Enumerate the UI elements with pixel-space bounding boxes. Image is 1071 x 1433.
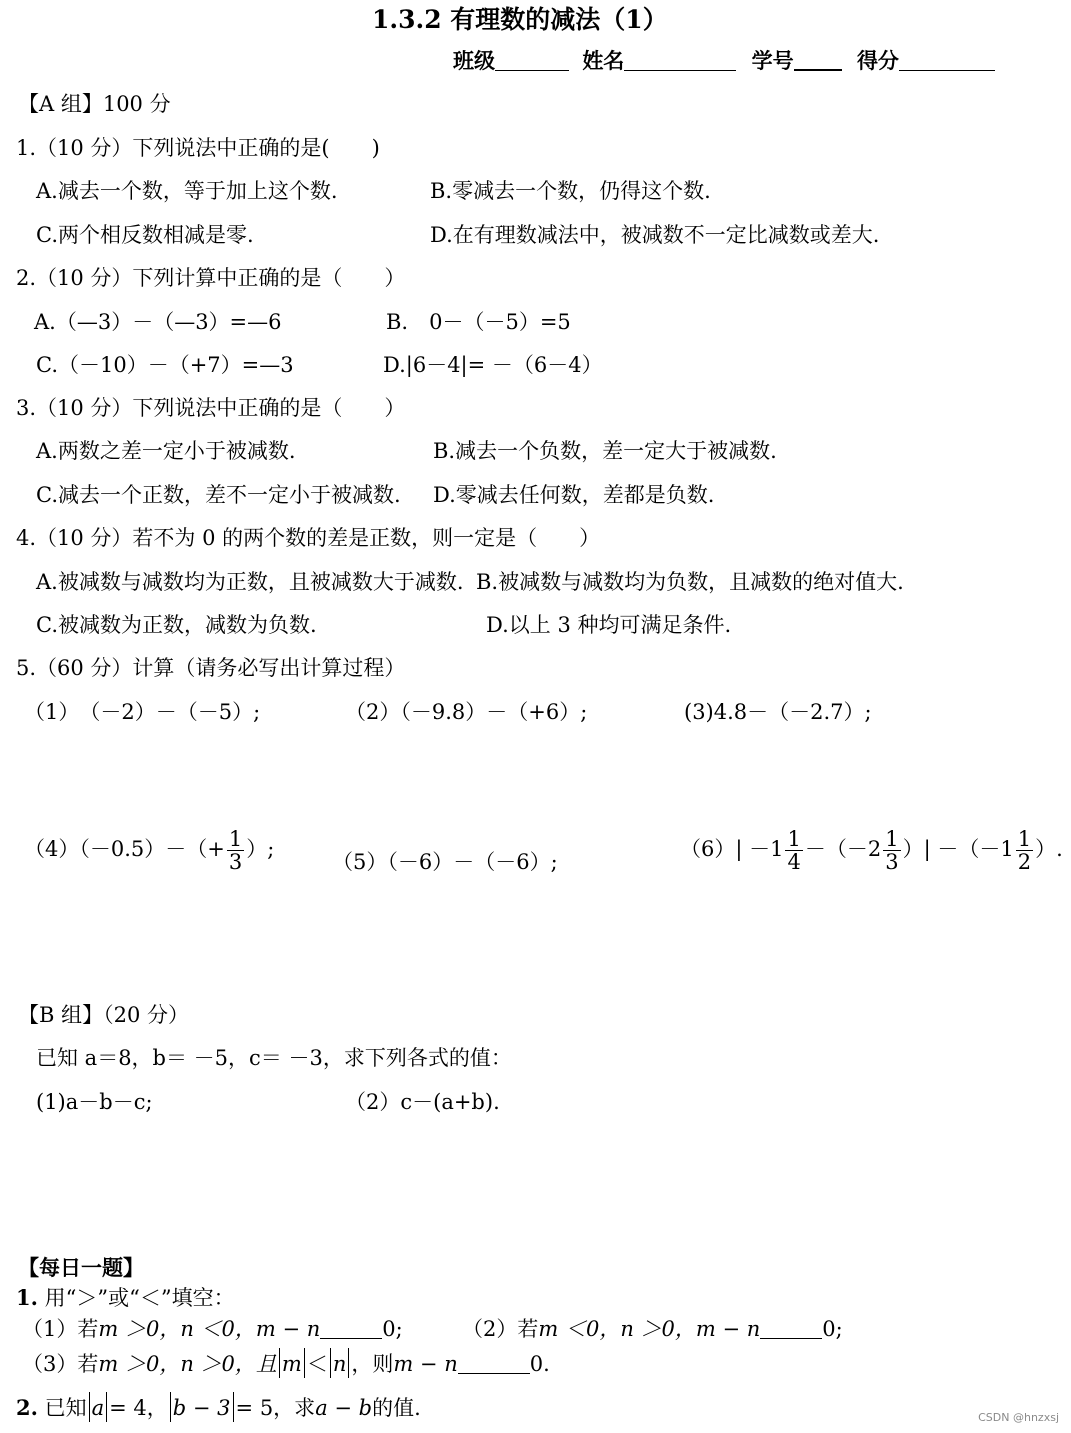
fraction: $\frac{1}{3}$ — [228, 827, 243, 875]
answer-blank[interactable] — [760, 1318, 822, 1339]
q2-option-b: B. 0－（－5）=5 — [386, 310, 571, 334]
score-label: 得分 — [856, 48, 899, 73]
q2-stem: 2.（10 分）下列计算中正确的是（ ） — [16, 266, 406, 290]
q5-part-1: （1） （－2）－（－5）; — [24, 700, 261, 724]
answer-blank[interactable] — [458, 1353, 530, 1374]
q4-option-d: D.以上 3 种均可满足条件. — [486, 613, 732, 637]
score-blank[interactable] — [899, 50, 995, 71]
group-b-given: 已知 a＝8，b＝ －5，c＝ －3，求下列各式的值： — [36, 1046, 512, 1070]
id-blank[interactable] — [794, 49, 842, 71]
q1-option-c: C.两个相反数相减是零. — [36, 223, 254, 247]
q4-option-b: B.被减数与减数均为负数，且减数的绝对值大. — [476, 570, 904, 594]
q1-option-a: A.减去一个数，等于加上这个数. — [36, 179, 338, 203]
id-label: 学号 — [751, 48, 794, 73]
group-b-heading: 【B 组】（20 分） — [18, 1003, 190, 1027]
q1-option-b: B.零减去一个数，仍得这个数. — [430, 179, 711, 203]
q5-part-3: (3)4.8－（－2.7）; — [684, 700, 872, 724]
name-label: 姓名 — [582, 48, 625, 73]
q5-part-5: （5）（－6）－（－6）; — [332, 850, 558, 874]
class-label: 班级 — [453, 48, 495, 73]
q3-option-d: D.零减去任何数，差都是负数. — [433, 483, 715, 507]
fraction: $\frac{1}{2}$ — [1017, 827, 1032, 875]
daily-heading: 【每日一题】 — [18, 1255, 144, 1280]
group-b-part-1: (1)a－b－c; — [36, 1090, 153, 1114]
q4-stem: 4.（10 分）若不为 0 的两个数的差是正数，则一定是（ ） — [16, 526, 601, 550]
q3-option-b: B.减去一个负数，差一定大于被减数. — [433, 439, 777, 463]
daily-q1-stem: 1. 用“＞”或“＜”填空： — [16, 1285, 235, 1310]
watermark: CSDN @hnzxsj — [978, 1411, 1059, 1424]
fraction: $\frac{1}{3}$ — [885, 827, 899, 875]
answer-blank[interactable] — [320, 1318, 382, 1339]
daily-q1-part-1: （1）若m ＞0，n ＜0，m − n 0; — [22, 1317, 403, 1341]
q5-part-4: （4）（－0.5）－（+ $\frac{1}{3}$ ）; — [24, 827, 275, 875]
q1-option-d: D.在有理数减法中，被减数不一定比减数或差大. — [430, 223, 880, 247]
q5-part-6: （6）| －1 $\frac{1}{4}$ －（－2 $\frac{1}{3}$ ）| －（－1 $\frac{1}{2}$ ）. — [680, 827, 1063, 875]
q4-option-a: A.被减数与减数均为正数，且被减数大于减数. — [36, 570, 464, 594]
q5-stem: 5.（60 分）计算（请务必写出计算过程） — [16, 656, 406, 680]
q5-part-2: （2）（－9.8）－（+6）; — [345, 700, 588, 724]
group-a-heading: 【A 组】100 分 — [18, 92, 171, 116]
page-title: 1.3.2 有理数的减法（1） — [372, 5, 668, 34]
q3-stem: 3.（10 分）下列说法中正确的是（ ） — [16, 396, 406, 420]
q2-option-c: C.（－10）－（+7）=—3 — [36, 353, 294, 377]
daily-q1-part-3: （3）若m ＞0，n ＞0，且 m ＜ n ，则m − n 0. — [22, 1348, 550, 1378]
q3-option-c: C.减去一个正数，差不一定小于被减数. — [36, 483, 401, 507]
daily-q1-part-2: （2）若m ＜0，n ＞0，m − n 0; — [462, 1317, 843, 1341]
fraction: $\frac{1}{4}$ — [787, 827, 801, 875]
daily-q2: 2. 已知 a = 4， b − 3 = 5，求a − b的值. — [16, 1392, 421, 1422]
q3-option-a: A.两数之差一定小于被减数. — [36, 439, 296, 463]
name-blank[interactable] — [624, 50, 736, 71]
group-b-part-2: （2）c－(a+b). — [345, 1090, 500, 1114]
class-blank[interactable] — [495, 50, 569, 71]
q2-option-a: A.（—3）－（—3）=—6 — [34, 310, 282, 334]
q4-option-c: C.被减数为正数，减数为负数. — [36, 613, 317, 637]
q1-stem: 1.（10 分）下列说法中正确的是( ) — [16, 136, 380, 160]
student-info — [453, 45, 995, 75]
q2-option-d: D.|6－4|= －（6－4） — [383, 353, 603, 377]
